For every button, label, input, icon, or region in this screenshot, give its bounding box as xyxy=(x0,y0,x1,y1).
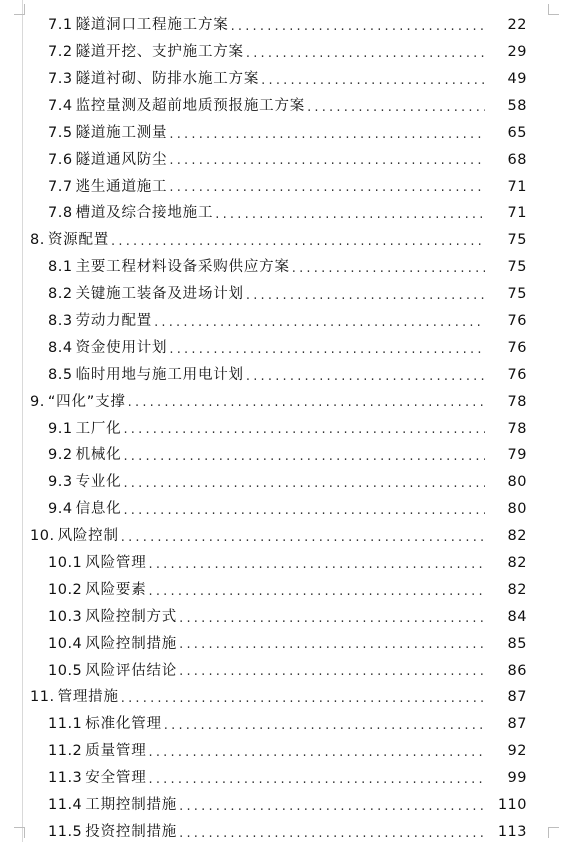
toc-entry-page-number: 71 xyxy=(507,205,527,222)
toc-entry-number: 8.4 xyxy=(48,339,73,356)
toc-entry-title: 投资控制措施 xyxy=(85,823,178,840)
toc-entry-page-number: 87 xyxy=(507,689,527,706)
toc-entry-number: 7.6 xyxy=(48,151,73,168)
toc-dot-leader xyxy=(169,154,485,167)
toc-dot-leader xyxy=(215,208,485,221)
toc-section-entry[interactable] xyxy=(0,657,567,684)
toc-section-entry[interactable] xyxy=(0,442,567,469)
toc-entry-title: 风险控制措施 xyxy=(85,635,178,652)
toc-dot-leader xyxy=(169,128,485,141)
toc-section-entry[interactable] xyxy=(0,711,567,738)
toc-section-entry[interactable] xyxy=(0,120,567,147)
toc-section-entry[interactable] xyxy=(0,66,567,93)
toc-dot-leader xyxy=(123,504,485,517)
toc-entry-number: 9.4 xyxy=(48,501,73,518)
toc-entry-number: 9. xyxy=(30,393,45,410)
toc-dot-leader xyxy=(261,74,485,87)
toc-section-entry[interactable] xyxy=(0,577,567,604)
toc-entry-page-number: 78 xyxy=(507,393,527,410)
toc-entry-title: 劳动力配置 xyxy=(75,312,153,329)
toc-entry-page-number: 86 xyxy=(507,662,527,679)
toc-entry-number: 11.4 xyxy=(48,797,83,814)
toc-dot-leader xyxy=(123,450,485,463)
toc-dot-leader xyxy=(169,181,485,194)
toc-entry-number: 11.5 xyxy=(48,823,83,840)
toc-entry-page-number: 75 xyxy=(507,259,527,276)
toc-entry-page-number: 75 xyxy=(507,286,527,303)
toc-entry-title: 关键施工装备及进场计划 xyxy=(75,286,244,303)
toc-entry-title: 隧道洞口工程施工方案 xyxy=(75,17,229,34)
toc-entry-title: 风险控制方式 xyxy=(85,608,178,625)
toc-entry-title: 工厂化 xyxy=(75,420,122,437)
toc-dot-leader xyxy=(179,827,485,840)
toc-entry-number: 7.1 xyxy=(48,17,73,34)
toc-entry-number: 8.1 xyxy=(48,259,73,276)
toc-entry-page-number: 82 xyxy=(507,528,527,545)
toc-entry-title: 专业化 xyxy=(75,474,122,491)
toc-dot-leader xyxy=(246,47,485,60)
toc-dot-leader xyxy=(149,585,486,598)
toc-entry-number: 7.2 xyxy=(48,44,73,61)
toc-entry-page-number: 76 xyxy=(507,312,527,329)
toc-section-entry[interactable] xyxy=(0,200,567,227)
toc-dot-leader xyxy=(121,531,485,544)
toc-dot-leader xyxy=(121,692,485,705)
toc-dot-leader xyxy=(307,101,485,114)
toc-section-entry[interactable] xyxy=(0,738,567,765)
toc-entry-number: 11. xyxy=(30,689,55,706)
toc-entry-page-number: 79 xyxy=(507,447,527,464)
toc-entry-page-number: 65 xyxy=(507,124,527,141)
toc-section-entry[interactable] xyxy=(0,308,567,335)
toc-dot-leader xyxy=(179,612,485,625)
toc-entry-number: 11.1 xyxy=(48,716,83,733)
toc-dot-leader xyxy=(149,746,486,759)
toc-entry-title: 隧道施工测量 xyxy=(75,124,168,141)
toc-section-entry[interactable] xyxy=(0,39,567,66)
toc-entry-page-number: 99 xyxy=(507,770,527,787)
toc-entry-number: 10.2 xyxy=(48,581,83,598)
toc-dot-leader xyxy=(169,343,485,356)
toc-section-entry[interactable] xyxy=(0,146,567,173)
toc-entry-page-number: 87 xyxy=(507,716,527,733)
toc-entry-page-number: 80 xyxy=(507,474,527,491)
toc-entry-number: 8.5 xyxy=(48,366,73,383)
toc-dot-leader xyxy=(292,262,485,275)
toc-dot-leader xyxy=(246,370,485,383)
toc-entry-page-number: 82 xyxy=(507,555,527,571)
toc-dot-leader xyxy=(246,289,485,302)
toc-entry-page-number: 29 xyxy=(507,44,527,61)
toc-entry-page-number: 58 xyxy=(507,97,527,114)
toc-entry-number: 9.2 xyxy=(48,447,73,464)
toc-entry-title: 安全管理 xyxy=(85,770,147,787)
toc-entry-page-number: 110 xyxy=(497,797,527,814)
toc-section-entry[interactable] xyxy=(0,469,567,496)
toc-entry-number: 8. xyxy=(30,232,45,249)
toc-dot-leader xyxy=(128,396,485,409)
toc-entry-number: 10.1 xyxy=(48,555,83,571)
toc-entry-title: 资金使用计划 xyxy=(75,339,168,356)
toc-entry-number: 7.8 xyxy=(48,205,73,222)
toc-entry-title: 隧道通风防尘 xyxy=(75,151,168,168)
toc-entry-number: 11.3 xyxy=(48,770,83,787)
toc-entry-page-number: 78 xyxy=(507,420,527,437)
toc-section-entry[interactable] xyxy=(0,604,567,631)
toc-dot-leader xyxy=(231,20,485,33)
toc-entry-page-number: 92 xyxy=(507,743,527,760)
toc-entry-title: 资源配置 xyxy=(47,232,110,249)
toc-entry-number: 8.3 xyxy=(48,312,73,329)
toc-dot-leader xyxy=(123,477,485,490)
toc-entry-title: 工期控制措施 xyxy=(85,797,178,814)
toc-entry-title: “四化”支撑 xyxy=(47,393,126,410)
toc-entry-page-number: 85 xyxy=(507,635,527,652)
toc-entry-title: 主要工程材料设备采购供应方案 xyxy=(75,259,290,276)
toc-section-entry[interactable] xyxy=(0,792,567,819)
toc-entry-number: 10.4 xyxy=(48,635,83,652)
table-of-contents xyxy=(0,12,567,846)
toc-chapter-entry[interactable] xyxy=(0,684,567,711)
toc-section-entry[interactable] xyxy=(0,550,567,577)
toc-entry-title: 信息化 xyxy=(75,501,122,518)
toc-entry-page-number: 76 xyxy=(507,339,527,356)
toc-section-entry[interactable] xyxy=(0,93,567,120)
toc-entry-title: 风险管理 xyxy=(85,555,147,571)
toc-chapter-entry[interactable] xyxy=(0,388,567,415)
toc-entry-title: 管理措施 xyxy=(57,689,119,706)
toc-dot-leader xyxy=(179,800,485,813)
toc-entry-title: 风险评估结论 xyxy=(85,662,178,679)
toc-entry-number: 7.7 xyxy=(48,178,73,195)
toc-entry-page-number: 22 xyxy=(507,17,527,34)
toc-section-entry[interactable] xyxy=(0,281,567,308)
toc-chapter-entry[interactable] xyxy=(0,227,567,254)
toc-entry-title: 临时用地与施工用电计划 xyxy=(75,366,244,383)
toc-entry-number: 8.2 xyxy=(48,286,73,303)
toc-section-entry[interactable] xyxy=(0,254,567,281)
toc-entry-title: 隧道开挖、支护施工方案 xyxy=(75,44,244,61)
toc-entry-title: 逃生通道施工 xyxy=(75,178,168,195)
toc-entry-number: 10.3 xyxy=(48,608,83,625)
toc-entry-number: 9.1 xyxy=(48,420,73,437)
toc-dot-leader xyxy=(123,423,485,436)
toc-section-entry[interactable] xyxy=(0,496,567,523)
toc-entry-page-number: 71 xyxy=(507,178,527,195)
toc-dot-leader xyxy=(154,316,485,329)
toc-entry-title: 监控量测及超前地质预报施工方案 xyxy=(75,97,306,114)
toc-dot-leader xyxy=(149,773,486,786)
toc-chapter-entry[interactable] xyxy=(0,523,567,550)
toc-section-entry[interactable] xyxy=(0,335,567,362)
toc-entry-title: 隧道衬砌、防排水施工方案 xyxy=(75,70,260,87)
toc-entry-page-number: 75 xyxy=(507,232,527,249)
toc-entry-page-number: 80 xyxy=(507,501,527,518)
toc-entry-title: 机械化 xyxy=(75,447,122,464)
toc-entry-number: 11.2 xyxy=(48,743,83,760)
toc-entry-title: 风险要素 xyxy=(85,581,147,598)
toc-dot-leader xyxy=(149,558,486,571)
toc-entry-number: 7.5 xyxy=(48,124,73,141)
toc-entry-title: 质量管理 xyxy=(85,743,147,760)
toc-entry-page-number: 68 xyxy=(507,151,527,168)
toc-entry-number: 7.4 xyxy=(48,97,73,114)
toc-entry-page-number: 82 xyxy=(507,581,527,598)
toc-dot-leader xyxy=(111,235,485,248)
toc-section-entry[interactable] xyxy=(0,630,567,657)
toc-entry-title: 标准化管理 xyxy=(85,716,162,733)
toc-entry-number: 10.5 xyxy=(48,662,83,679)
toc-entry-title: 槽道及综合接地施工 xyxy=(75,205,214,222)
toc-dot-leader xyxy=(164,719,485,732)
toc-section-entry[interactable] xyxy=(0,12,567,39)
toc-dot-leader xyxy=(179,665,485,678)
toc-entry-number: 9.3 xyxy=(48,474,73,491)
toc-entry-page-number: 113 xyxy=(497,823,527,840)
toc-entry-page-number: 84 xyxy=(507,608,527,625)
toc-dot-leader xyxy=(179,638,485,651)
toc-entry-number: 7.3 xyxy=(48,70,73,87)
toc-entry-page-number: 76 xyxy=(507,366,527,383)
toc-section-entry[interactable] xyxy=(0,765,567,792)
toc-section-entry[interactable] xyxy=(0,415,567,442)
toc-entry-page-number: 49 xyxy=(507,70,527,87)
toc-section-entry[interactable] xyxy=(0,173,567,200)
toc-entry-title: 风险控制 xyxy=(57,528,119,545)
toc-section-entry[interactable] xyxy=(0,362,567,389)
toc-entry-number: 10. xyxy=(30,528,55,545)
